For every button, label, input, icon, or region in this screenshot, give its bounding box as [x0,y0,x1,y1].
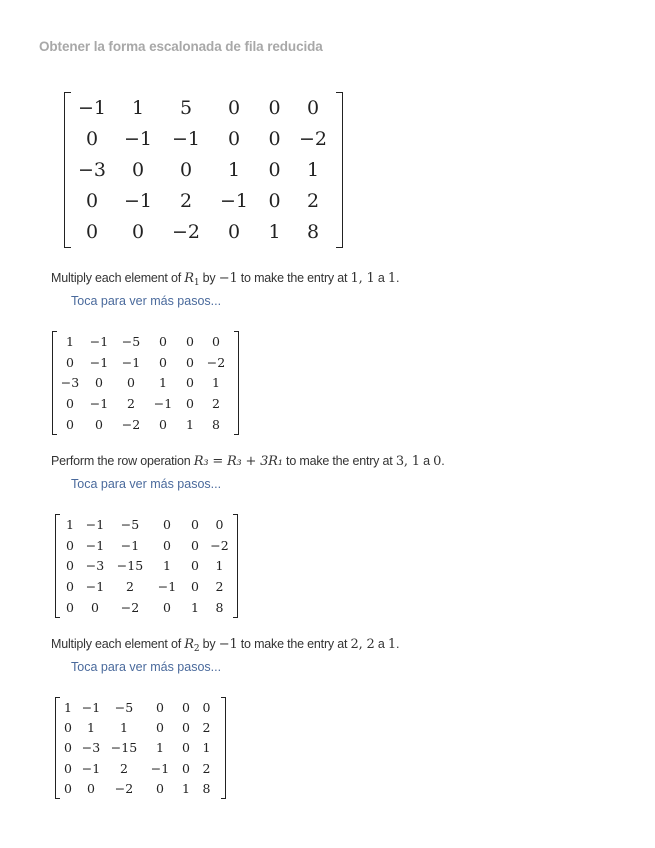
matrix-cell: 1 [163,558,171,574]
matrix-cell: −1 [89,354,109,370]
matrix-cell: −1 [120,537,140,553]
matrix-cell: −2 [114,781,134,797]
matrix-cell: 1 [120,720,128,736]
matrix-cell: 0 [156,720,164,736]
matrix-cell: 0 [191,558,199,574]
matrix-cell: −1 [123,190,152,213]
matrix-step-1 [52,331,239,435]
matrix-cell: −5 [121,333,141,349]
matrix-cell: −1 [89,333,109,349]
matrix-cell: 0 [85,190,99,213]
matrix-cell: 0 [156,699,164,715]
matrix-cell: 0 [131,221,145,244]
matrix-cell: 0 [182,720,190,736]
matrix-cell: 0 [215,516,224,532]
matrix-cell: −1 [85,579,105,595]
matrix-cell: −1 [123,127,152,150]
matrix-cell: 2 [202,760,211,776]
matrix-cell: 0 [156,781,164,797]
matrix-cell: 0 [191,537,199,553]
toca-more-steps-link[interactable]: Toca para ver más pasos... [71,660,222,674]
matrix-cell: 1 [212,375,220,391]
matrix-cell: 1 [202,740,211,756]
matrix-cell: 0 [212,333,220,349]
step-3-text: Multiply each element of $R_2$ by −1 to make the entry at 2, 2 a 1. [51,637,400,654]
matrix-cell: 0 [91,600,99,616]
matrix-cell: 0 [268,96,281,119]
matrix-cell: −5 [120,516,140,532]
matrix-cell: −1 [81,760,101,776]
matrix-cell: −3 [85,558,105,574]
matrix-cell: 0 [131,158,145,181]
matrix-cell: −2 [171,221,200,244]
matrix-cell: 0 [179,158,193,181]
matrix-cell: 2 [215,579,224,595]
matrix-cell: 0 [66,417,74,433]
matrix-cell: 0 [64,720,72,736]
matrix-cell: 0 [227,127,241,150]
matrix-cell: 8 [212,417,220,433]
matrix-cell: 1 [215,558,224,574]
matrix-cell: −2 [210,537,229,553]
matrix-cell: 0 [191,516,199,532]
matrix-step-2 [55,514,238,618]
matrix-cell: 1 [66,333,74,349]
toca-more-steps-link[interactable]: Toca para ver más pasos... [71,294,222,308]
matrix-cell: 0 [182,699,190,715]
matrix-cell: 1 [186,417,194,433]
matrix-cell: 0 [159,333,167,349]
page-title: Obtener la forma escalonada de fila reducida [39,39,323,54]
matrix-cell: 2 [120,760,128,776]
toca-more-steps-link[interactable]: Toca para ver más pasos... [71,477,222,491]
matrix-cell: −1 [157,579,177,595]
matrix-cell: −2 [121,417,141,433]
matrix-cell: −2 [206,354,226,370]
matrix-cell: −15 [116,558,144,574]
matrix-cell: −1 [219,190,248,213]
matrix-cell: 0 [186,375,194,391]
matrix-cell: −1 [171,127,200,150]
matrix-cell: 1 [159,375,167,391]
matrix-cell: 1 [227,158,241,181]
matrix-cell: 8 [215,600,224,616]
matrix-cell: −3 [81,740,101,756]
step-2-text: Perform the row operation R₃ = R₃ + 3R₁ to make the entry at 3, 1 a 0. [51,454,445,469]
matrix-cell: 0 [66,396,74,412]
matrix-cell: 0 [268,190,281,213]
matrix-cell: 0 [95,375,103,391]
matrix-cell: −5 [114,699,134,715]
matrix-cell: −1 [81,699,101,715]
matrix-cell: 0 [268,158,281,181]
matrix-cell: 0 [191,579,199,595]
matrix-cell: 0 [182,760,190,776]
matrix-cell: 1 [191,600,199,616]
matrix-cell: 0 [66,537,74,553]
matrix-cell: 0 [268,127,281,150]
matrix-cell: 0 [306,96,320,119]
matrix-cell: 0 [64,740,72,756]
matrix-cell: 8 [202,781,211,797]
matrix-cell: 2 [127,396,135,412]
step-1-text: Multiply each element of $R_1$ by −1 to make the entry at 1, 1 a 1. [51,271,400,288]
matrix-cell: −1 [121,354,141,370]
matrix-cell: 0 [95,417,103,433]
matrix-cell: −2 [298,127,327,150]
matrix-cell: 0 [66,354,74,370]
matrix-cell: 1 [131,96,145,119]
matrix-cell: −1 [77,96,106,119]
matrix-cell: −1 [89,396,109,412]
matrix-cell: −1 [150,760,170,776]
matrix-cell: 2 [179,190,193,213]
matrix-cell: 2 [212,396,220,412]
matrix-cell: 2 [306,190,320,213]
matrix-cell: 1 [66,516,74,532]
matrix-cell: 0 [163,516,171,532]
matrix-initial [64,92,343,248]
matrix-cell: 2 [126,579,134,595]
matrix-cell: 0 [227,96,241,119]
matrix-cell: 5 [179,96,193,119]
matrix-cell: 0 [163,537,171,553]
matrix-cell: −3 [77,158,106,181]
matrix-cell: 0 [159,417,167,433]
matrix-cell: 0 [227,221,241,244]
matrix-cell: 1 [87,720,95,736]
matrix-cell: −1 [85,537,105,553]
matrix-cell: 0 [64,781,72,797]
matrix-cell: 1 [156,740,164,756]
matrix-cell: 1 [64,699,72,715]
matrix-cell: 0 [186,333,194,349]
matrix-cell: 1 [268,221,281,244]
matrix-cell: 0 [87,781,95,797]
matrix-step-3 [55,697,226,799]
matrix-cell: 0 [127,375,135,391]
matrix-cell: 0 [182,740,190,756]
matrix-cell: 1 [306,158,320,181]
matrix-cell: 0 [186,354,194,370]
matrix-cell: −15 [110,740,138,756]
matrix-cell: 0 [186,396,194,412]
matrix-cell: 0 [66,579,74,595]
matrix-cell: 0 [85,127,99,150]
matrix-cell: 8 [306,221,320,244]
matrix-cell: 0 [85,221,99,244]
matrix-cell: 0 [163,600,171,616]
matrix-cell: −3 [60,375,80,391]
matrix-cell: 0 [66,558,74,574]
matrix-cell: 0 [66,600,74,616]
matrix-cell: 0 [64,760,72,776]
matrix-cell: −2 [120,600,140,616]
matrix-cell: 2 [202,720,211,736]
matrix-cell: 1 [182,781,190,797]
matrix-cell: 0 [202,699,211,715]
matrix-cell: −1 [85,516,105,532]
matrix-cell: −1 [153,396,173,412]
matrix-cell: 0 [159,354,167,370]
